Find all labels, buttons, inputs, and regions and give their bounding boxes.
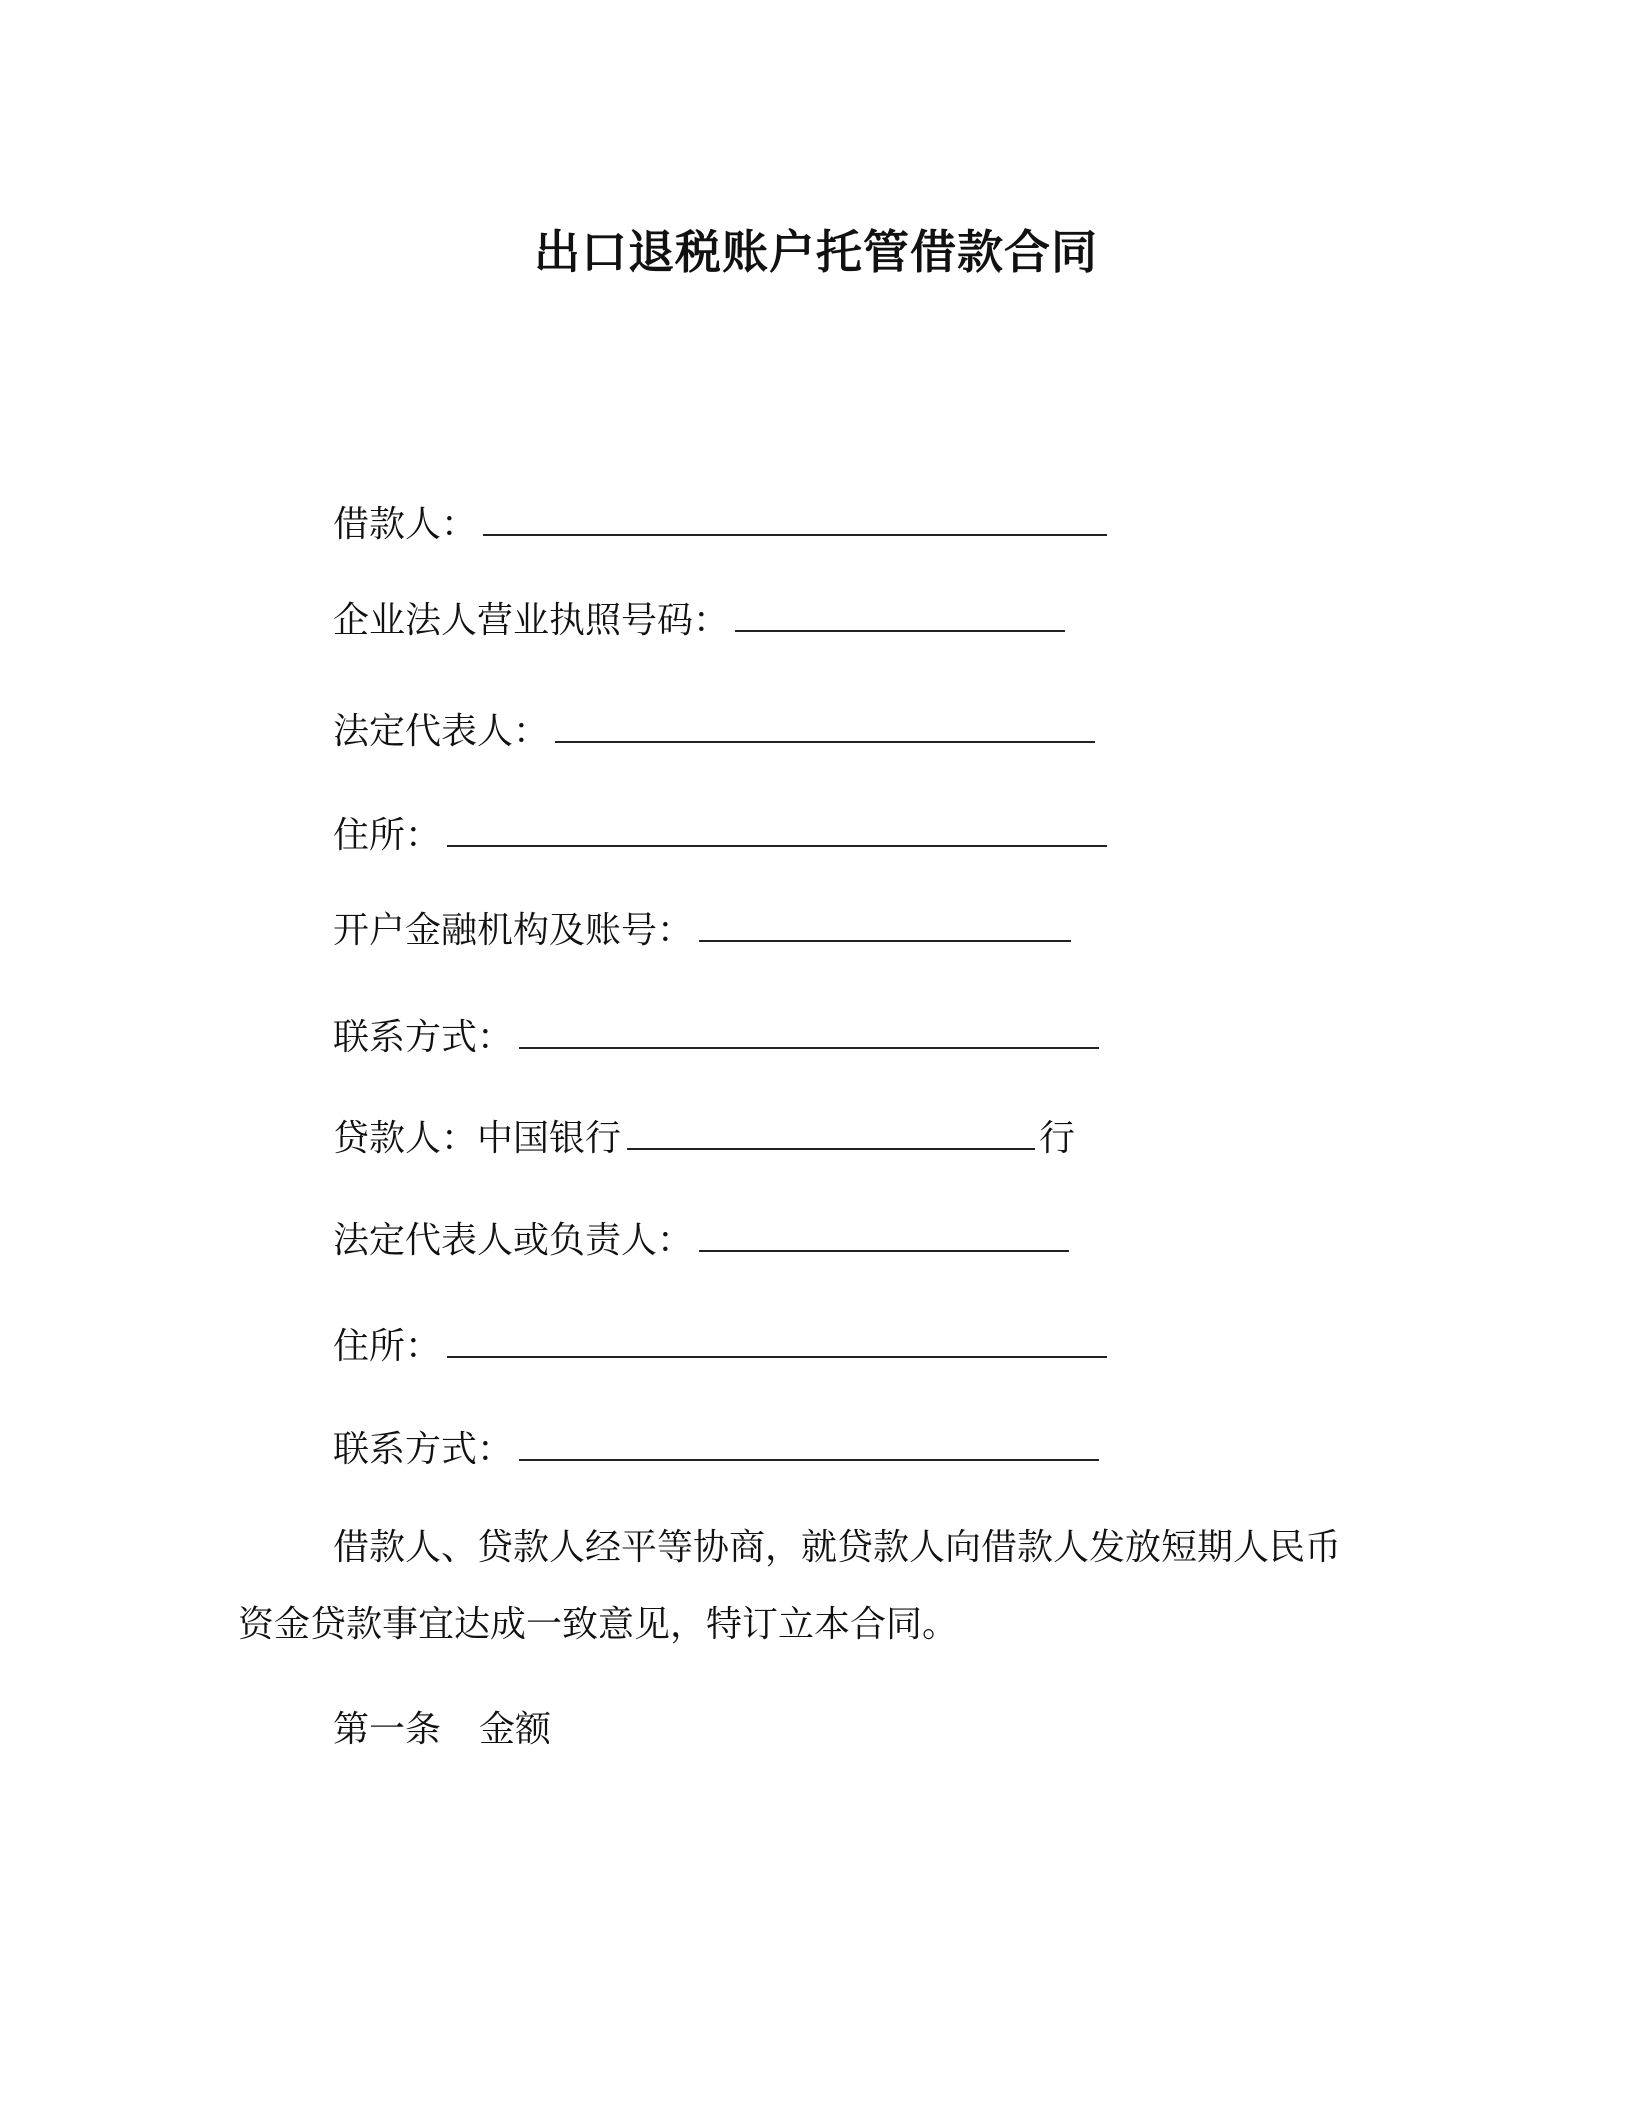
legal-representative-field [333,707,1095,757]
bank-account-label: 开户金融机构及账号： [333,910,694,951]
lender-contact-blank[interactable] [519,1429,1099,1461]
lender-contact-field [333,1425,1099,1475]
borrower-address-field [333,811,1107,861]
article-1-heading [333,1705,551,1755]
lender-representative-label: 法定代表人或负责人： [333,1220,694,1261]
license-number-field [333,596,1065,646]
lender-representative-field [333,1216,1069,1266]
bank-account-blank[interactable] [699,910,1071,942]
borrower-field [333,500,1107,550]
preamble-line-1: 借款人、贷款人经平等协商，就贷款人向借款人发放短期人民币 [333,1527,1342,1568]
legal-representative-label: 法定代表人： [333,711,550,752]
license-number-blank[interactable] [735,600,1065,632]
license-number-label: 企业法人营业执照号码： [333,600,730,641]
lender-representative-blank[interactable] [699,1220,1069,1252]
lender-label: 贷款人：中国银行 [333,1118,622,1159]
borrower-blank[interactable] [483,504,1107,536]
borrower-contact-field [333,1013,1099,1063]
borrower-contact-label: 联系方式： [333,1017,514,1058]
article-1-title: 金额 [479,1709,552,1750]
lender-address-field [333,1322,1107,1372]
lender-field [333,1114,1075,1164]
lender-suffix: 行 [1039,1118,1076,1159]
lender-branch-blank[interactable] [627,1118,1035,1150]
lender-address-label: 住所： [333,1326,442,1367]
bank-account-field [333,906,1071,956]
lender-contact-label: 联系方式： [333,1429,514,1470]
borrower-label: 借款人： [333,504,478,545]
contract-title: 出口退税账户托管借款合同 [534,225,1098,279]
article-1-number: 第一条 [333,1709,442,1750]
lender-address-blank[interactable] [447,1326,1107,1358]
borrower-address-label: 住所： [333,815,442,856]
preamble-line-2: 资金贷款事宜达成一致意见，特订立本合同。 [238,1604,959,1645]
legal-representative-blank[interactable] [555,711,1095,743]
borrower-contact-blank[interactable] [519,1017,1099,1049]
borrower-address-blank[interactable] [447,815,1107,847]
